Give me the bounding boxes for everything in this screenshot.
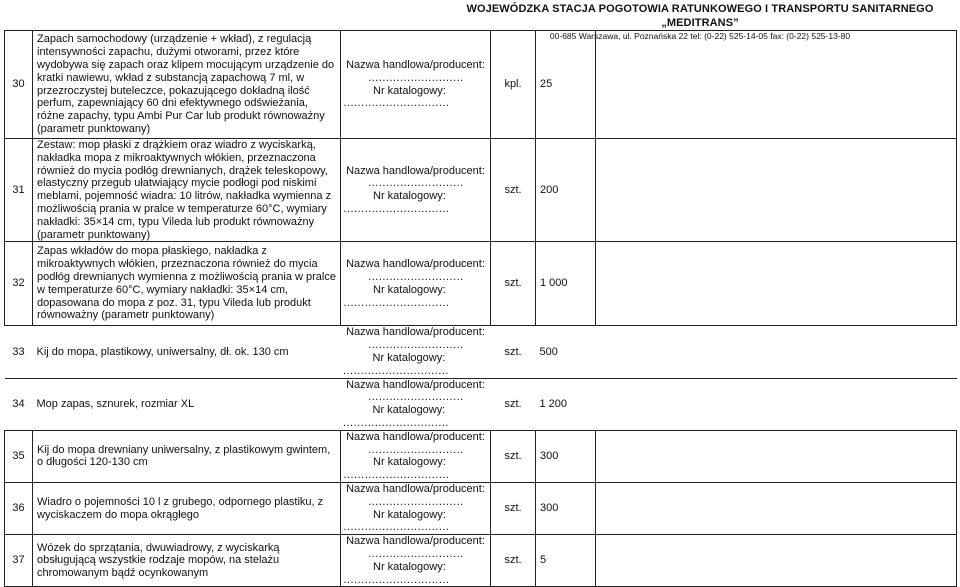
producer-label: Nazwa handlowa/producent:	[346, 430, 485, 443]
item-unit: szt.	[491, 430, 536, 482]
table-row	[5, 242, 957, 326]
item-number: 31	[5, 139, 33, 242]
item-quantity: 1 000	[536, 242, 596, 326]
item-quantity: 5	[536, 535, 596, 587]
catalog-blank[interactable]: …………………………	[342, 416, 449, 429]
catalog-blank[interactable]: …………………………	[343, 296, 450, 309]
item-number: 36	[5, 482, 33, 534]
producer-field[interactable]	[341, 139, 491, 242]
empty-cell	[596, 378, 957, 430]
catalog-blank[interactable]: …………………………	[343, 202, 450, 215]
item-quantity: 300	[536, 430, 596, 482]
table-row	[5, 378, 957, 430]
empty-cell	[596, 326, 957, 378]
item-quantity: 1 200	[536, 378, 596, 430]
item-number: 30	[5, 31, 33, 139]
item-unit: szt.	[491, 378, 536, 430]
table-row	[5, 31, 957, 139]
producer-label: Nazwa handlowa/producent:	[346, 258, 485, 271]
item-quantity: 200	[536, 139, 596, 242]
producer-field[interactable]	[341, 326, 491, 378]
catalog-label: Nr katalogowy:	[373, 508, 446, 521]
table-row	[5, 535, 957, 587]
item-unit: szt.	[491, 482, 536, 534]
item-description: Zestaw: mop płaski z drążkiem oraz wiadro z wyciskarką, nakładka mopa z mikroaktywnych włókien, przeznaczona również do mycia podłóg drewnianych, drążek teleskopowy, elastyczny przegub ułatwiający mycie podłogi pod niskimi meblami, pojemność wiadra: 10 litrów, nakładka wymienna z możliwością prania w pralce w temperaturze 60°C, wymiary nakładki: 35×14 cm, typu Vileda lub produkt równoważny (parametr punktowany)	[33, 139, 341, 242]
catalog-label: Nr katalogowy:	[373, 456, 446, 469]
item-number: 32	[5, 242, 33, 326]
producer-field[interactable]	[341, 378, 491, 430]
producer-field[interactable]	[341, 535, 491, 587]
item-unit: szt.	[491, 535, 536, 587]
producer-label: Nazwa handlowa/producent:	[346, 164, 485, 177]
producer-blank[interactable]: ………………………	[367, 547, 464, 560]
producer-label: Nazwa handlowa/producent:	[346, 378, 485, 391]
catalog-blank[interactable]: …………………………	[342, 364, 449, 377]
table-row	[5, 482, 957, 534]
catalog-blank[interactable]: …………………………	[343, 97, 450, 110]
item-description: Zapach samochodowy (urządzenie + wkład), z regulacją intensywności zapachu, dużymi otworami, przez które wydobywa się zapach oraz klipem mocującym urządzenie do kratki nawiewu, wkład z substancją zapachową 7 ml, w przezroczystej buteleczce, pokazującego dokładną ilość perfum, zapewniający 60 dni efektywnego odświeżania, różne zapachy, typu Ambi Pur Car lub produkt równoważny (parametr punktowany)	[33, 31, 341, 139]
empty-cell	[596, 482, 957, 534]
catalog-label: Nr katalogowy:	[373, 560, 446, 573]
item-unit: szt.	[491, 139, 536, 242]
organization-address: 00-685 Warszawa, ul. Poznańska 22 tel: (0-22) 525-14-05 fax: (0-22) 525-13-80	[549, 31, 851, 41]
catalog-label: Nr katalogowy:	[373, 84, 446, 97]
producer-field[interactable]	[341, 31, 491, 139]
item-unit: szt.	[491, 242, 536, 326]
producer-label: Nazwa handlowa/producent:	[346, 535, 485, 548]
catalog-label: Nr katalogowy:	[373, 190, 446, 203]
catalog-blank[interactable]: …………………………	[343, 521, 450, 534]
organization-name: WOJEWÓDZKA STACJA POGOTOWIA RATUNKOWEGO I TRANSPORTU SANITARNEGO „MEDITRANS”	[466, 3, 934, 29]
empty-cell	[596, 31, 957, 139]
items-table-body	[5, 31, 957, 587]
producer-blank[interactable]: ………………………	[367, 495, 464, 508]
producer-field[interactable]	[341, 430, 491, 482]
producer-label: Nazwa handlowa/producent:	[346, 482, 485, 495]
producer-blank[interactable]: ………………………	[367, 443, 464, 456]
producer-field[interactable]	[341, 242, 491, 326]
catalog-blank[interactable]: …………………………	[343, 469, 450, 482]
item-unit: szt.	[491, 326, 536, 378]
item-number: 35	[5, 430, 33, 482]
item-number: 34	[5, 378, 33, 430]
empty-cell	[596, 242, 957, 326]
producer-label: Nazwa handlowa/producent:	[346, 326, 485, 339]
table-row	[5, 326, 957, 378]
empty-cell	[596, 535, 957, 587]
producer-blank[interactable]: ………………………	[367, 339, 464, 352]
item-quantity: 300	[536, 482, 596, 534]
item-description: Kij do mopa, plastikowy, uniwersalny, dł. ok. 130 cm	[33, 326, 341, 378]
item-description: Wózek do sprzątania, dwuwiadrowy, z wyciskarką obsługującą wszystkie rodzaje mopów, na stelażu chromowanym bądź ocynkowanym	[33, 535, 341, 587]
producer-blank[interactable]: ………………………	[367, 177, 464, 190]
item-number: 37	[5, 535, 33, 587]
producer-blank[interactable]: ………………………	[367, 271, 464, 284]
item-quantity: 25	[536, 31, 596, 139]
item-description: Wiadro o pojemności 10 l z grubego, odpornego plastiku, z wyciskaczem do mopa okrągłego	[33, 482, 341, 534]
catalog-label: Nr katalogowy:	[372, 351, 446, 364]
item-number: 33	[5, 326, 33, 378]
item-unit: kpl.	[491, 31, 536, 139]
catalog-label: Nr katalogowy:	[373, 283, 446, 296]
table-row	[5, 430, 957, 482]
item-quantity: 500	[536, 326, 596, 378]
catalog-label: Nr katalogowy:	[372, 404, 446, 417]
producer-blank[interactable]: ………………………	[367, 391, 464, 404]
item-description: Kij do mopa drewniany uniwersalny, z plastikowym gwintem, o długości 120-130 cm	[33, 430, 341, 482]
catalog-blank[interactable]: …………………………	[343, 573, 450, 586]
producer-label: Nazwa handlowa/producent:	[346, 58, 485, 71]
empty-cell	[596, 139, 957, 242]
table-row	[5, 139, 957, 242]
items-table	[4, 30, 957, 587]
item-description: Mop zapas, sznurek, rozmiar XL	[33, 378, 341, 430]
producer-field[interactable]	[341, 482, 491, 534]
empty-cell	[596, 430, 957, 482]
item-description: Zapas wkładów do mopa płaskiego, nakładka z mikroaktywnych włókien, przeznaczona również do mycia podłóg drewnianych wymienna z możliwością prania w pralce w temperaturze 60°C, wymiary nakładki: 35×14 cm, dopasowana do mopa z poz. 31, typu Vileda lub produkt równoważny (parametr punktowany)	[33, 242, 341, 326]
producer-blank[interactable]: ………………………	[367, 71, 464, 84]
